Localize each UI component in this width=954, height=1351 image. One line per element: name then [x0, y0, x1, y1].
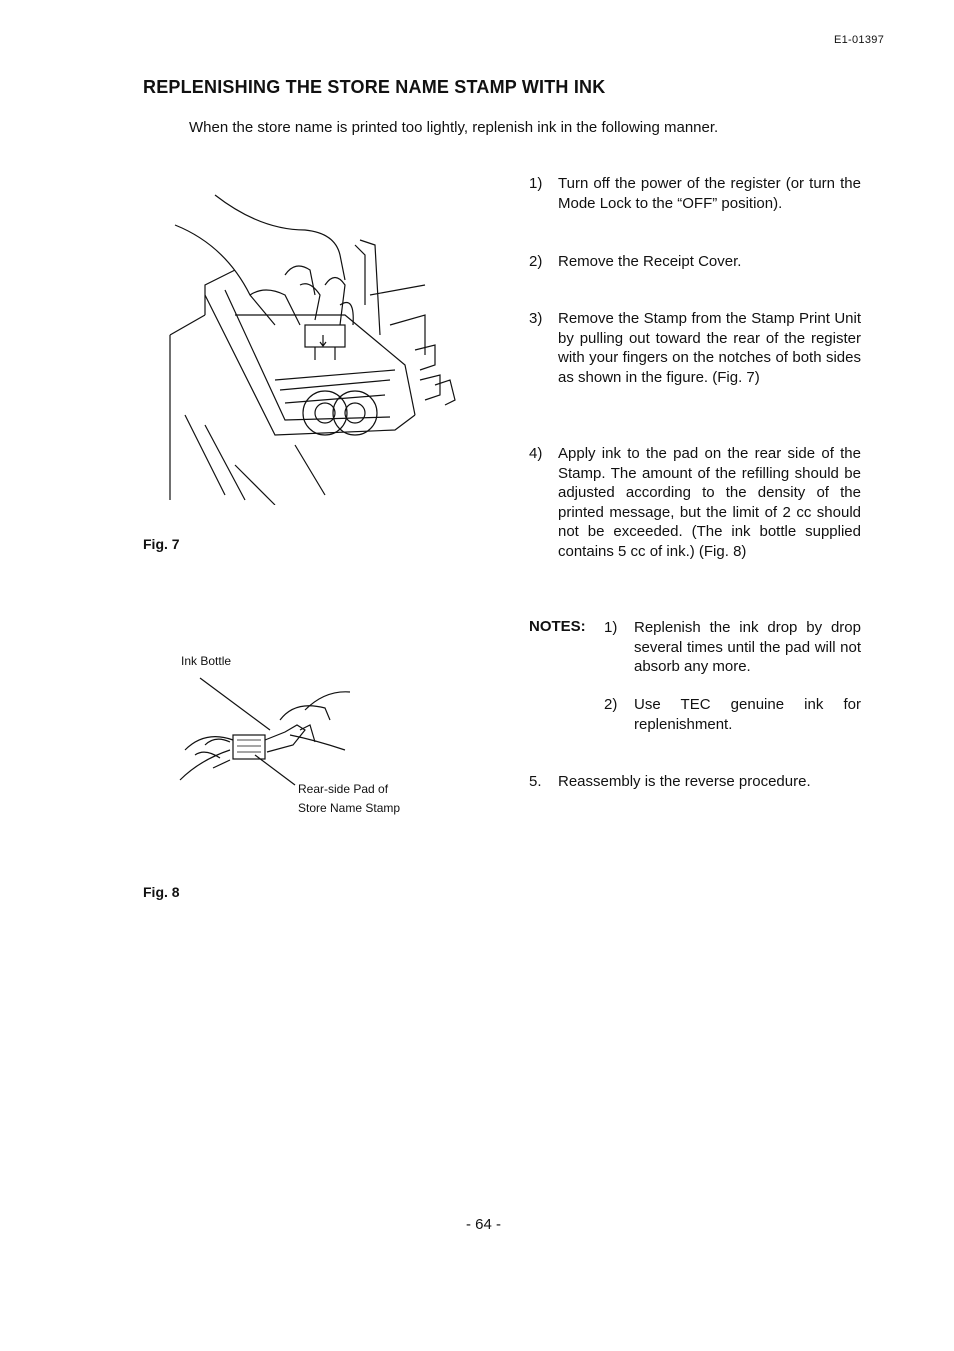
fig8-label: Fig. 8 [143, 884, 180, 900]
page-title: REPLENISHING THE STORE NAME STAMP WITH INK [143, 77, 606, 97]
step-number: 1) [529, 175, 543, 192]
step-text: Remove the Stamp from the Stamp Print Unit by pulling out toward the rear of the register with your fingers on the notches of both sides as shown in the figure. (Fig. 7) [558, 310, 861, 386]
notes-label: NOTES: [529, 618, 586, 635]
step-1 [529, 174, 861, 213]
ink-bottle-callout: Ink Bottle [181, 654, 232, 668]
pad-callout-line2: Store Name Stamp [298, 801, 401, 815]
step-number: 4) [529, 445, 543, 462]
step-3 [529, 309, 861, 387]
step-number: 5. [529, 773, 542, 790]
note-2 [604, 695, 861, 734]
step-number: 3) [529, 310, 543, 327]
pad-callout-line1: Rear-side Pad of [298, 782, 389, 796]
step-number: 2) [529, 253, 543, 270]
note-number: 2) [604, 696, 618, 713]
note-number: 1) [604, 619, 618, 636]
step-4 [529, 444, 861, 562]
step-text: Remove the Receipt Cover. [558, 253, 742, 270]
step-5 [529, 772, 861, 792]
step-2 [529, 252, 861, 272]
fig7-label: Fig. 7 [143, 536, 180, 552]
step-text: Reassembly is the reverse procedure. [558, 773, 811, 790]
note-1 [604, 618, 861, 677]
step-text: Apply ink to the pad on the rear side of the Stamp. The amount of the refilling should be adjusted according to the density of the printed message, but the limit of 2 cc should not be exceeded. (The ink bottle supplied contains 5 cc of ink.) (Fig. 8) [558, 445, 861, 560]
note-text: Replenish the ink drop by drop several times until the pad will not absorb any more. [634, 619, 861, 676]
fig8-illustration [175, 670, 355, 790]
fig7-illustration [165, 185, 475, 505]
intro-text: When the store name is printed too lightly, replenish ink in the following manner. [189, 119, 719, 136]
note-text: Use TEC genuine ink for replenishment. [634, 696, 861, 733]
page-number: - 64 - [466, 1216, 502, 1233]
step-text: Turn off the power of the register (or turn the Mode Lock to the “OFF” position). [558, 175, 861, 212]
document-id: E1-01397 [834, 34, 885, 46]
